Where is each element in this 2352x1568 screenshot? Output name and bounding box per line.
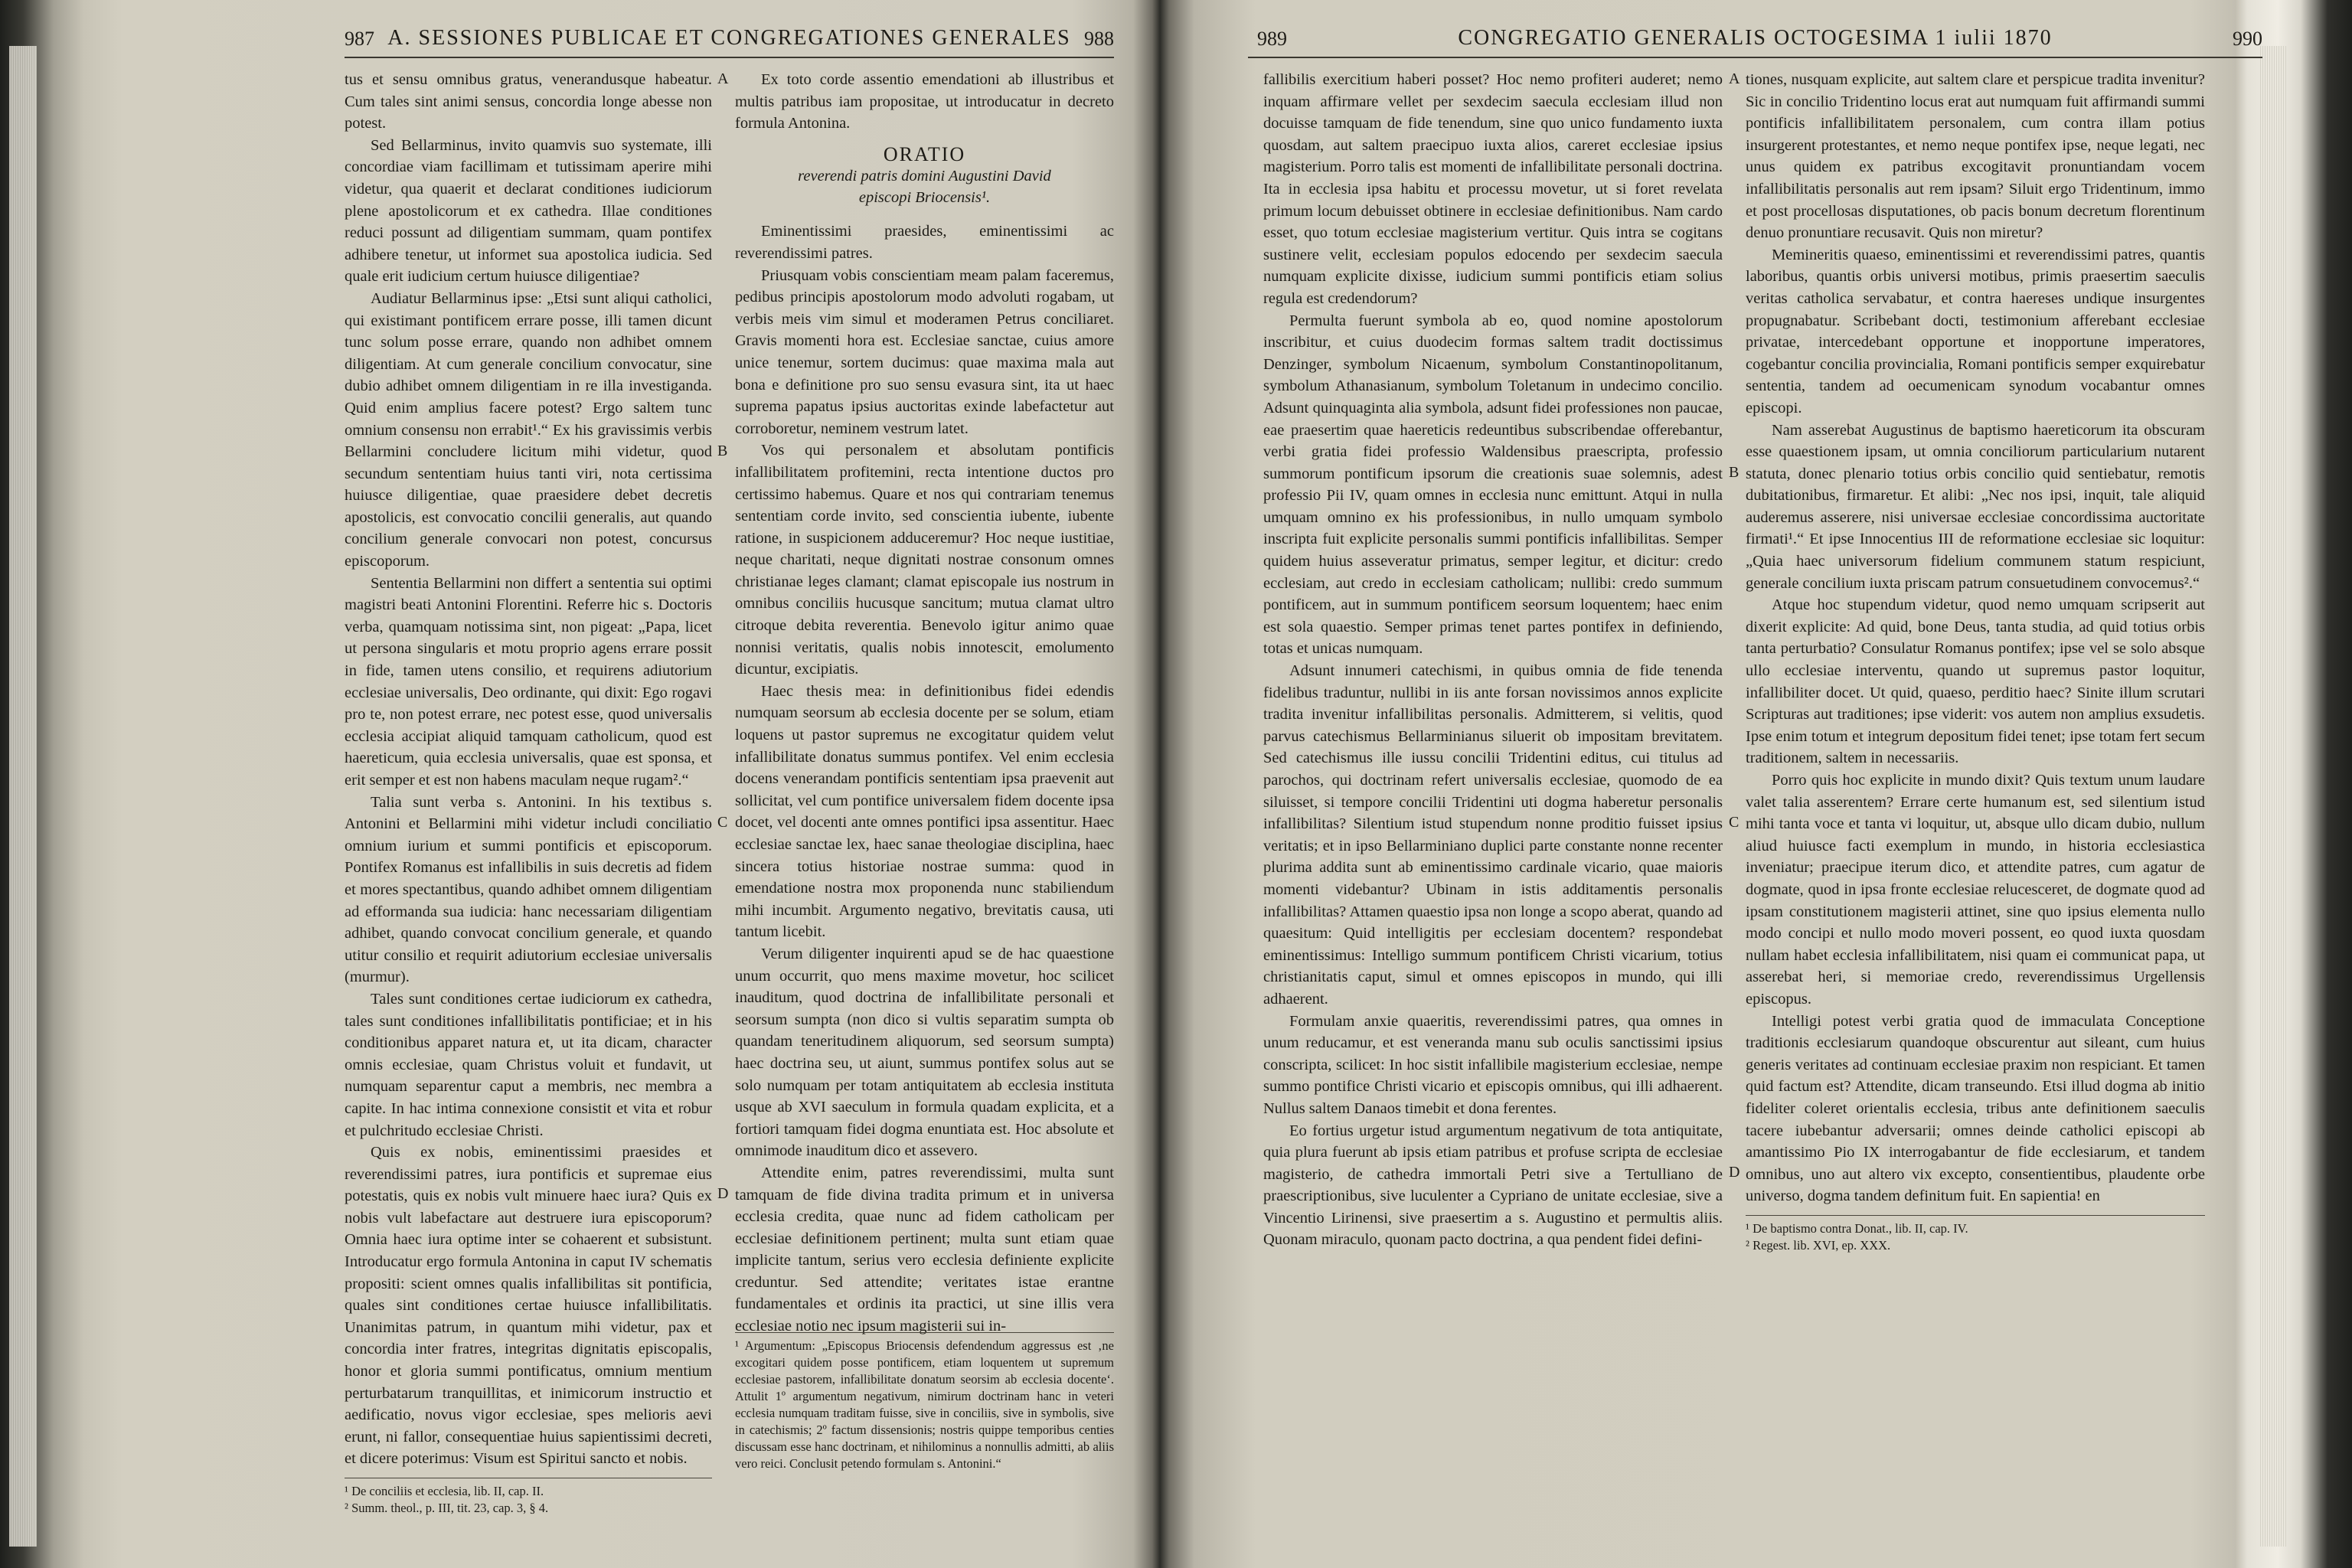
page-number-990: 990 bbox=[2233, 28, 2262, 50]
right-page-header bbox=[1248, 21, 2262, 58]
paragraph: Tales sunt conditiones certae iudiciorum ex cathedra, tales sunt conditiones infallibilitatis pontificiae; et in his conditionibus apparet natura et, ut ita dicam, character omnis ecclesiae, quam Christus voluit et fundavit, ut numquam separentur caput a membris, nec membra a capite. In hac intima connexione consistit et vita et robur et pulchritudo ecclesiae Christi. bbox=[345, 990, 712, 1139]
paragraph: Permulta fuerunt symbola ab eo, quod nomine apostolorum inscribitur, et cuius duodecim formas saltem tradit doctissimus Denzinger, symbolum Nicaenum, symbolum Constantinopolitanum, symbolum Athanasianum, symbolum Toletanum in undecimo concilio. Adsunt quinquaginta alia symbola, adsunt fidei professiones non paucae, eae praesertim quae haereticis redeuntibus subscribendae offerebantur, verbi gratia fidei professio Waldensibus praescripta, professio summorum pontificum ipsorum die creationis suae solemnis, adest professio Pii IV, quam omnes in ecclesia nunc emittunt. Atqui in nulla umquam omnino ex his professionibus, in nullo umquam symbolo inscripta fuit explicite personalis summi pontificis infallibilitas. Semper quidem huius asseveratur primatus, semper legitur, et dicitur: credo ecclesiam, aut credo in ecclesiam catholicam; nullibi: credo summum pontificem, aut in summum pontificem seorsum loquentem; haec enim est sola quaestio. Semper primas tenet partes pontifex in definiendo, totas et unicas numquam. bbox=[1263, 312, 1723, 658]
paragraph: Verum diligenter inquirenti apud se de hac quaestione unum occurrit, quo mens maxime movetur, hoc scilicet inauditum, quod doctrina de infallibilitate personali et seorsum sumpta (non dico si vultis separatim sumpta ob quandam teneritudinem aliquorum, sed seorsum sumpta) haec doctrina seu, ut aiunt, summus pontifex solus aut se solo numquam per totam antiquitatem ab ecclesia instituta usque ab XVI saeculum in formula quadam explicita, et a fortiori tamquam fidei dogma enuntiata est. Hoc absolute et omnimode inauditum dico et assevero. bbox=[735, 945, 1114, 1160]
paragraph: tus et sensu omnibus gratus, venerandusque habeatur. Cum tales sint animi sensus, concordia longe abesse non potest. bbox=[345, 71, 712, 132]
paragraph: fallibilis exercitium haberi posset? Hoc nemo profiteri auderet; nemo inquam affirmare vellet per sexdecim saecula ecclesiam illud non docuisse tamquam de fide tenendum, sine quo unico fundamento iuxta quosdam, aut saltem praecipuo iuxta alios, careret ecclesiae ipsius magisterium. Porro talis est momenti de infallibilitate personali doctrina. Ita in ecclesia ipsa habitu et processu movetur, ut si foret revelata primum locum debuisset obtinere in ecclesiae definitionibus. Nam cardo esset, quo totum ecclesiae magisterium vertitur. Quis intra se cogitans sustinere velit, ecclesiam populos edocendo per sexdecim saecula numquam explicite dixisse, iudicium summi pontificis etiam solius regula est credendorum? bbox=[1263, 71, 1723, 307]
oratio-subtitle: reverendi patris domini Augustini David bbox=[798, 168, 1051, 185]
footnote: ² Regest. lib. XVI, ep. XXX. bbox=[1746, 1237, 1891, 1253]
oratio-heading-block bbox=[735, 144, 1114, 209]
margin-mark: A bbox=[717, 70, 729, 87]
left-page-column-1 bbox=[345, 69, 712, 1517]
right-page bbox=[1248, 0, 2262, 1568]
left-page-header bbox=[345, 21, 1114, 58]
paragraph: Priusquam vobis conscientiam meam palam faceremus, pedibus principis apostolorum modo advoluti rogabam, ut verbis meis vim simul et moderamen Petrus conciliaret. Gravis momenti hora est. Ecclesiae sanctae, cuius amore unice tenemur, sortem ducimus: quae maxima mala aut bona e definitione pro suo sensu evasura sint, ita ut haec suprema papatus ipsius auctoritas exinde labefactetur aut corroboretur, neminem vestrum latet. bbox=[735, 266, 1114, 437]
paragraph: Formulam anxie quaeritis, reverendissimi patres, qua omnes in unum reducamur, et est veneranda manu sub oculis sanctissimi ipsius conscripta, scilicet: In hoc sistit infallibile magisterium ecclesiae, nempe summo pontifice Christi vicario et episcopis omnibus, qui illi adhaerent. Nullus saltem Danaos timebit et dona ferentes. bbox=[1263, 1012, 1723, 1117]
left-page-stack-edge bbox=[9, 46, 37, 1547]
paragraph: Sententia Bellarmini non differt a sententia sui optimi magistri beati Antonini Florentini. Referre hic s. Doctoris verba, quamquam notissima sint, non pigeat: „Papa, licet ut persona singularis et motu proprio agens errare possit in fide, tamen utens consilio, et requirens adiutorium ecclesiae universalis, Deo ordinante, qui dixit: Ego rogavi pro te, non potest errare, nec potest esse, quod universalis ecclesia accipiat aliquid tamquam catholicum, quod est haereticum, quia ecclesia universalis, quae est sponsa, et erit semper et est non habens maculam neque rugam².“ bbox=[345, 574, 712, 789]
right-page-column-2 bbox=[1746, 69, 2205, 1254]
margin-mark: D bbox=[717, 1185, 729, 1202]
paragraph: Quis ex nobis, eminentissimi praesides et reverendissimi patres, iura pontificis et supremae eius potestatis, quis ex nobis vult minuere haec iura? Quis ex nobis vult labefactare aut destruere iura episcoporum? Omnia haec iura optime inter se cohaerent et subsistunt. Introducatur ergo formula Antonina in caput IV schematis propositi: scient omnes qualis infallibilitas sit pontificia, quales sint conditiones certae huiusce infallibilitatis. Unanimitas patrum, in quantum mihi videtur, pax et concordia inter fratres, integritas dignitatis episcopalis, honor et gloria summi pontificatus, omnium mentium perturbatarum tranquillitas, et inimicorum instructio et aedificatio, novus vigor ecclesiae, spes melioris aevi erunt, ni fallor, consequentiae huius sapientissimi decreti, et dicere poterimus: Visum est Spiritui sancto et nobis. bbox=[345, 1144, 712, 1468]
margin-mark: C bbox=[1729, 814, 1740, 831]
footnote: ¹ De conciliis et ecclesia, lib. II, cap. II. bbox=[345, 1484, 544, 1498]
paragraph: Memineritis quaeso, eminentissimi et reverendissimi patres, quantis laboribus, quantis orbis universi motibus, primis praesertim saeculis veritas catholica servabatur, et contra haereses undique insurgentes propugnabatur. Scribebant docti, testimonium afferebant ecclesiae privatae, intercedebant opportune et inopportune imperatores, cogebantur concilia provincialia, Romani pontificis semper exquirebatur sententia, tandem ad oecumenicam synodum vocabantur omnes episcopi. bbox=[1746, 246, 2205, 416]
paragraph: Ex toto corde assentio emendationi ab illustribus et multis patribus iam propositae, ut introducatur in decreto formula Antonina. bbox=[735, 71, 1114, 132]
paragraph: Vos qui personalem et absolutam pontificis infallibilitatem profitemini, recta intentione ductos pro certissimo habemus. Quare et nos qui contrariam tenemus sententiam corde invito, sed conscientia iubente, iubente ratione, in suspicionem adduceremur? Hoc neque iustitiae, neque charitati, neque dignitati nostrae consonum omnes christianae leges clamant; clamat episcopale ius nostrum in omnibus conciliis hucusque sancitum; mutua clamat ultro citroque debita reverentia. Benevolo igitur animo quae nonnisi veritatis, qualis nobis innotescit, emolumento dicuntur, excipiatis. bbox=[735, 442, 1114, 678]
paragraph: Haec thesis mea: in definitionibus fidei edendis numquam seorsum ab ecclesia docente per se solum, etiam loquens ut pastor supremus ne excogitatur quidem velut infallibilitate donatus summus pontifex. Vel enim ecclesia docens venerandam pontificis sententiam ipsa praevenit aut sollicitat, vel cum pontifice universalem fidem docente ipsa docet, vel docenti ante omnes pontifici ipsa assentitur. Haec ecclesiae sanctae lex, haec sanae theologiae disciplina, haec sincera totius historiae nostrae summa: quod in emendatione nostra mox proponenda nunc stabiliendum mihi incumbit. Argumento negativo, brevitatis causa, uti tantum licebit. bbox=[735, 682, 1114, 941]
paragraph: Adsunt innumeri catechismi, in quibus omnia de fide tenenda fidelibus traduntur, nullibi in iis ante forsan novissimos annos explicite tradita invenitur infallibilitas personalis. Admitterem, si velitis, quod parvus catechismus Bellarminianus siluerit ob impositam brevitatem. Sed catechismus ille iussu concilii Tridentini editus, cui titulus ad parochos, qui doctrinam refert universalis ecclesiae, quomodo de ea siluisset, si tempore concilii Tridentini uti dogma haberetur personalis infallibilitas? Silentium istud stupendum nonne proditio fuisset ipsius veritatis; et in ipso Bellarminiano duplici parte constante nonne recenter plurima addita sunt ab eminentissimo cardinale vicario, quae maioris momenti videbantur? Ubinam in istis additamentis personalis infallibilitas? Attamen quaestio ipsa non longe a scopo aberat, quando ad quaesitum: Quid intelligitis per ecclesiam docentem? respondebat eminentissimus: Intelligo summum pontificem Christi vicarium, totius christianitatis caput, simul et omnes episcopos in mundo, qui illi adhaerent. bbox=[1263, 662, 1723, 1008]
paragraph: Nam asserebat Augustinus de baptismo haereticorum ita obscuram esse quaestionem ipsam, ut omnia conciliorum particularium nutarent statuta, donec plenario totius orbis concilio quid sentiebatur, remotis dubitationibus, firmaretur. Et alibi: „Nec nos ipsi, inquit, tale aliquid auderemus asserere, nisi universae ecclesiae concordissima auctoritate firmati¹.“ Et ipse Innocentius III de reformatione ecclesiae sic loquitur: „Quia haec universorum fidelium communem statum respiciunt, generale concilium iuxta priscam patrum consuetudinem convocemus².“ bbox=[1746, 421, 2205, 592]
footnote: ¹ Argumentum: „Episcopus Briocensis defendendum aggressus est ‚ne excogitari quidem posse pontificem, etiam loquentem ut supremum ecclesiae pastorem, infallibilitate donatum seorsim ab ecclesia docente‘. Attulit 1º argumentum negativum, nimirum doctrinam hanc in veteri ecclesia numquam traditam fuisse, sive in conciliis, sive in symbolis, sive in catechismis; 2º factum dissensionis; nostris quippe temporibus centies discussam esse hanc doctrinam, et nihilominus a nonnullis admitti, ab aliis vero reici. Conclusit petendo formulam s. Antonini.“ bbox=[735, 1332, 1114, 1472]
footnote: ¹ De baptismo contra Donat., lib. II, cap. IV. bbox=[1746, 1220, 1968, 1236]
right-page-column-1 bbox=[1263, 69, 1723, 1251]
running-title: CONGREGATIO GENERALIS OCTOGESIMA 1 iulii 1870 bbox=[1458, 26, 2053, 50]
oratio-subtitle: episcopi Briocensis¹. bbox=[858, 189, 991, 207]
paragraph: tiones, nusquam explicite, aut saltem clare et perspicue tradita invenitur? Sic in concilio Tridentino locus erat aut numquam fuit affirmandi summi pontificis infallibilitatem personalem, cum contra illam potius insurgerent protestantes, et nemo neque pontifex ipse, neque legati, nec unus quidem ex patribus excogitavit pronuntiandam vocem infallibilitatis personalis aut rem ipsam? Siluit ergo Tridentinum, immo et post procellosas disputationes, ob pacis bonum decretum florentinum denuo pronuntiare recusavit. Quis non miretur? bbox=[1746, 71, 2205, 242]
oratio-heading: ORATIO bbox=[883, 142, 966, 165]
page-number-987: 987 bbox=[345, 28, 374, 50]
margin-mark: C bbox=[717, 814, 728, 831]
footnotes bbox=[345, 1478, 712, 1517]
margin-mark: D bbox=[1729, 1164, 1740, 1181]
footnote: ² Summ. theol., p. III, tit. 23, cap. 3, § 4. bbox=[345, 1501, 549, 1515]
running-title: A. SESSIONES PUBLICAE ET CONGREGATIONES GENERALES bbox=[387, 26, 1071, 50]
right-page-stack-edge bbox=[2259, 46, 2286, 1547]
page-number-988: 988 bbox=[1084, 28, 1114, 50]
paragraph: Talia sunt verba s. Antonini. In his textibus s. Antonini et Bellarmini mihi videtur includi conciliatio omnium iurium et summi pontificis et episcoporum. Pontifex Romanus est infallibilis in suis decretis ad fidem et mores spectantibus, quando adhibet omnem diligentiam ad efformanda sua iudicia: hanc necessariam diligentiam adhibet, quando convocat concilium generale, et quando utitur consilio et requirit adiutorium ecclesiae universalis (murmur). bbox=[345, 793, 712, 986]
footnotes bbox=[1746, 1215, 2205, 1254]
paragraph: Sed Bellarminus, invito quamvis suo systemate, illi concordiae viam facillimam et tutissimam aperire mihi videtur, qua quaerit et declarat conditiones iudiciorum plene apostolicorum et ex cathedra. Illae conditiones reduci possunt ad diligentiam summam, quam pontifex adhibere tenetur, ut informet sua apostolica iudicia. Sed quale erit iudicium certum huiusce diligentiae? bbox=[345, 136, 712, 286]
paragraph: Eminentissimi praesides, eminentissimi ac reverendissimi patres. bbox=[735, 223, 1114, 262]
margin-mark: B bbox=[1729, 464, 1740, 481]
paragraph: Eo fortius urgetur istud argumentum negativum de tota antiquitate, quia plura fuerunt ab ipsis etiam patribus et profuse scripta de ecclesiae magisterio, de cathedra immortali Petri sive a Tertulliano de praescriptionibus, sive luculenter a Cypriano de unitate ecclesiae, sive a Vincentio Lirinensi, sive praesertim a s. Augustino et permultis aliis. Quonam miraculo, quonam pacto doctrina, a qua pendent fidei defini- bbox=[1263, 1122, 1723, 1249]
page-number-989: 989 bbox=[1257, 28, 1287, 50]
left-page bbox=[345, 0, 1114, 1568]
paragraph: Intelligi potest verbi gratia quod de immaculata Conceptione traditionis ecclesiarum quandoque obscurentur aut sileant, cum huius generis veritates ad continuam ecclesiae praxim non respiciant. Et tamen quid factum est? Attendite, dicam transeundo. Etsi illud dogma ab initio fideliter coleret orientalis ecclesia, tribus ante definitionem saeculis tacere iubebantur adversarii; omnes deinde catholici episcopi ab amantissimo Pio IX interrogabantur de fide ecclesiarum, et tandem omnibus, uno aut altero vix excepto, consentientibus, plaudente orbe universo, dogma tandem definitum fuit. En sapientia! en bbox=[1746, 1012, 2205, 1205]
paragraph: Audiatur Bellarminus ipse: „Etsi sunt aliqui catholici, qui existimant pontificem errare posse, illi tamen dicunt tunc solum posse errare, quando non adhibet omnem diligentiam. At cum generale concilium convocatur, sine dubio adhibet omnem diligentiam in re illa investiganda. Quid enim amplius facere potest? Ergo saltem tunc omnium consensu non errabit¹.“ Ex his gravissimis verbis Bellarmini concludere licitum mihi videtur, quod secundum sententiam huius tanti viri, nota certissima huiusce diligentiae, quae praesidere debet decretis apostolicis, est convocatio concilii generalis, aut quando concilium generale convocari non potest, concursus episcoporum. bbox=[345, 289, 712, 570]
margin-mark: A bbox=[1729, 70, 1740, 87]
paragraph: Atque hoc stupendum videtur, quod nemo umquam scripserit aut dixerit explicite: Ad quid, bone Deus, tanta studia, ad quid totius orbis tanta perturbatio? Consulatur Romanus pontifex; ipse vel se solo absque ullo ecclesiae interventu, quando ut supremus pastor loquitur, infallibiliter docet. Ut quid, quaeso, perditio haec? Sinite illum scrutari Scripturas aut traditiones; ipse viderit: vos autem non amplius exsudetis. Ipse enim totum et integrum depositum fidei tenet; ipse totam fert secum traditionem, saltem in necessariis. bbox=[1746, 596, 2205, 767]
paragraph: Attendite enim, patres reverendissimi, multa sunt tamquam de fide divina tradita primum et in universa ecclesia credita, quae nunc ad fidem catholicam per ecclesiae definitionem pertinent; multa sunt etiam quae implicite tantum, serius vero ecclesia definiente explicite creduntur. Sed attendite; veritates istae erantne fundamentales et ordinis ita practici, ut sine illis vera ecclesiae notio nec ipsum magisterii sui in- bbox=[735, 1164, 1114, 1335]
paragraph: Porro quis hoc explicite in mundo dixit? Quis textum unum laudare valet talia asserentem? Errare certe humanum est, sed silentium istud mihi tanta voce et tanta vi loquitur, ut, absque ullo dicam dubio, nullum aliud huiusce facti exemplum in mundo, in historia ecclesiastica inveniatur; praecipue iterum dico, et attendite patres, cum agatur de dogmate, quod in ipsa fronte ecclesiae relucesceret, de dogmate quod ad ipsam constitutionem magisterii attinet, sine quo ipsius elementa nullo modo concipi et nullo modo moveri possent, eo quod iuxta quosdam nullam habet ecclesia infallibilitatem, nisi quam ei communicat papa, ut asserebat heri, si memoriae credo, reverendissimus Urgellensis episcopus. bbox=[1746, 772, 2205, 1008]
left-page-column-2 bbox=[735, 69, 1114, 1338]
margin-mark: B bbox=[717, 443, 728, 459]
